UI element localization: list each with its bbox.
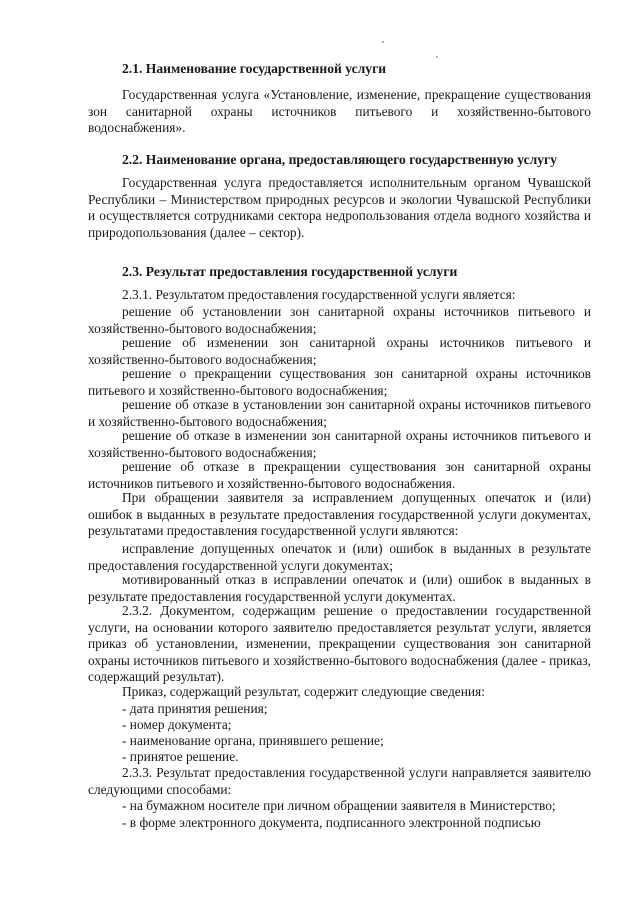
- delivery-method-item: - в форме электронного документа, подписанного электронной подписью: [122, 815, 541, 830]
- result-item: решение об изменении зон санитарной охраны источников питьевого и хозяйственно-бытового водоснабжения;: [88, 335, 591, 367]
- section-2-2-text: Государственная услуга предоставляется исполнительным органом Чувашской Республики – Министерством природных ресурсов и экологии Чувашской Республики и осуществляется сотрудниками сектора недропользования отдела водного хозяйства и природопользования (далее – сектор).: [88, 175, 591, 240]
- paragraph-2-3-2: 2.3.2. Документом, содержащим решение о предоставлении государственной услуги, на основании которого заявителю предоставляется результат услуги, является приказ об установлении, изменении, прекращении существования зон санитарной охраны источников питьевого и хозяйственно-бытового водоснабжения (далее - приказ, содержащий результат).: [88, 603, 591, 685]
- order-contents-intro: Приказ, содержащий результат, содержит следующие сведения:: [122, 684, 485, 699]
- section-2-2-heading: 2.2. Наименование органа, предоставляющего государственную услугу: [122, 152, 558, 167]
- order-detail-item: - принятое решение.: [122, 749, 239, 764]
- result-item: решение об установлении зон санитарной охраны источников питьевого и хозяйственно-бытового водоснабжения;: [88, 304, 591, 336]
- order-detail-item: - номер документа;: [122, 717, 232, 732]
- section-2-1-heading: 2.1. Наименование государственной услуги: [122, 61, 387, 76]
- result-item: решение об отказе в установлении зон санитарной охраны источников питьевого и хозяйственно-бытового водоснабжения;: [88, 397, 591, 429]
- paragraph-2-3-1: 2.3.1. Результатом предоставления государственной услуги является:: [122, 287, 516, 302]
- paragraph-2-3-3: 2.3.3. Результат предоставления государственной услуги направляется заявителю следующими способами:: [88, 765, 591, 797]
- result-item: решение об отказе в прекращении существования зон санитарной охраны источников питьевого и хозяйственно-бытового водоснабжения.: [88, 459, 591, 491]
- section-2-3-heading: 2.3. Результат предоставления государственной услуги: [122, 264, 458, 279]
- result-item: решение о прекращении существования зон санитарной охраны источников питьевого и хозяйственно-бытового водоснабжения;: [88, 366, 591, 398]
- error-result-item: мотивированный отказ в исправлении опечаток и (или) ошибок в выданных в результате предоставления государственной услуги документах.: [88, 572, 591, 604]
- scan-speck: [436, 56, 438, 58]
- error-correction-paragraph: При обращении заявителя за исправлением допущенных опечаток и (или) ошибок в выданных в результате предоставления государственной услуги документах, результатами предоставления государственной услуги являются:: [88, 490, 591, 539]
- scan-speck: [382, 41, 384, 43]
- section-2-1-text: Государственная услуга «Установление, изменение, прекращение существования зон санитарной охраны источников питьевого и хозяйственно-бытового водоснабжения».: [88, 87, 591, 136]
- error-result-item: исправление допущенных опечаток и (или) ошибок в выданных в результате предоставления государственной услуги документах;: [88, 541, 591, 573]
- order-detail-item: - наименование органа, принявшего решение;: [122, 733, 384, 748]
- result-item: решение об отказе в изменении зон санитарной охраны источников питьевого и хозяйственно-бытового водоснабжения;: [88, 428, 591, 460]
- delivery-method-item: - на бумажном носителе при личном обращении заявителя в Министерство;: [122, 798, 556, 813]
- order-detail-item: - дата принятия решения;: [122, 701, 268, 716]
